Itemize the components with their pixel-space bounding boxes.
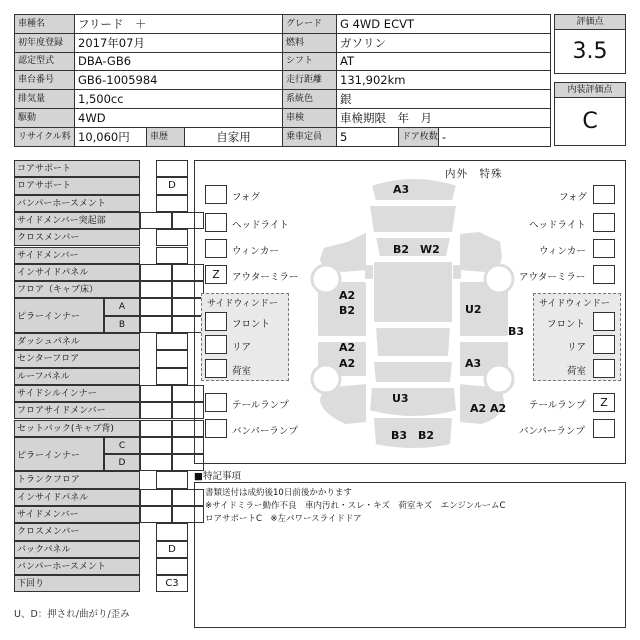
damage-code-left-front-door: B2 [339, 304, 356, 317]
part-value [140, 489, 172, 506]
part-row-side-member-front [14, 212, 188, 229]
part-value [156, 368, 188, 385]
interior-grade-value: C [582, 109, 598, 134]
left-bumper-lamp-label: バンパーランプ [232, 426, 298, 437]
part-row-center-floor [14, 350, 188, 367]
part-row-roof-panel [14, 368, 188, 385]
part-row-side-sill-inner [14, 385, 188, 402]
mileage-label: 走行距離 [283, 71, 337, 90]
right-cargo-check [593, 359, 615, 378]
right-tail-lamp-check: Z [593, 393, 615, 412]
grade-value: G 4WD ECVT [337, 15, 551, 34]
right-window-front-check [593, 312, 615, 331]
remarks-section [194, 468, 626, 628]
damage-code-left-rear-door-a: A2 [339, 341, 356, 354]
drive-value: 4WD [75, 108, 283, 127]
part-value [156, 350, 188, 367]
right-window-rear-label: リア [567, 342, 587, 353]
part-value [140, 385, 172, 402]
part-label: ピラーインナー [14, 298, 104, 333]
part-sub-label: C [104, 437, 140, 454]
part-row-bumper-hose-front [14, 195, 188, 212]
damage-code-back-door: U3 [392, 392, 409, 405]
left-window-rear-check [205, 335, 227, 354]
part-label: サイドメンバー突起部 [14, 212, 140, 229]
first-reg-label: 初年度登録 [15, 33, 75, 52]
right-window-front-label: フロント [547, 319, 586, 330]
first-reg-value: 2017年07月 [75, 33, 283, 52]
left-fog-check [205, 185, 227, 204]
chassis-label: 車台番号 [15, 71, 75, 90]
part-value [140, 281, 172, 298]
part-value [140, 402, 172, 419]
part-label: トランクフロア [14, 471, 140, 488]
part-value [140, 264, 172, 281]
part-label: バンパーホースメント [14, 558, 140, 575]
part-label: フロア（キャブ床） [14, 281, 140, 298]
part-label: サイドメンバー [14, 247, 140, 264]
left-mirror-check: Z [205, 265, 227, 284]
part-value: D [156, 177, 188, 194]
overall-grade-box [554, 14, 626, 74]
part-value: C3 [156, 575, 188, 592]
right-mirror-check [593, 265, 615, 284]
part-group-pillar-inner-front [14, 298, 204, 333]
part-value [140, 454, 172, 471]
left-mirror-label: アウターミラー [232, 272, 299, 283]
type-value: DBA-GB6 [75, 52, 283, 71]
damage-code-right-rear-door: B3 [508, 325, 525, 338]
right-bumper-lamp-check [593, 419, 615, 438]
part-sub-label: D [104, 454, 140, 471]
damage-code-right-rear-lower: A2 A2 [470, 402, 507, 415]
remarks-line-1: 書類送付は成約後10日前後かかります [205, 488, 352, 498]
damage-code-right-quarter: A3 [465, 357, 482, 370]
left-window-rear-label: リア [232, 342, 252, 353]
remarks-title: ■特記事項 [194, 471, 241, 482]
part-row-underside [14, 575, 188, 592]
part-label: バンパーホースメント [14, 195, 140, 212]
part-row-cross-member-rear [14, 523, 188, 540]
part-row-inside-panel-rear [14, 489, 188, 506]
part-sub-label: A [104, 298, 140, 315]
model-label: 車種名 [15, 15, 75, 34]
left-fog-label: フォグ [232, 192, 261, 203]
left-tail-lamp-label: テールランプ [232, 400, 289, 411]
part-row-floor-side-member [14, 402, 188, 419]
overall-grade-value: 3.5 [572, 39, 608, 64]
diagram-title: 内外 特殊 [445, 168, 503, 180]
part-label: ルーフパネル [14, 368, 140, 385]
part-value [140, 298, 172, 315]
right-side-window-title: サイドウィンドー [539, 299, 610, 309]
left-window-front-label: フロント [232, 319, 271, 330]
left-cargo-label: 荷室 [232, 366, 252, 377]
inspection-label: 車検 [283, 108, 337, 127]
part-value [156, 160, 188, 177]
right-bumper-lamp-label: バンパーランプ [519, 426, 585, 437]
capacity-value: 5 [337, 127, 399, 146]
fuel-label: 燃料 [283, 33, 337, 52]
part-value: D [156, 541, 188, 558]
part-label: 下回り [14, 575, 140, 592]
part-label: センターフロア [14, 350, 140, 367]
right-winker-check [593, 239, 615, 258]
part-row-dash-panel [14, 333, 188, 350]
remarks-line-3: ロアサポートC ※左パワースライドドア [205, 514, 362, 524]
displacement-value: 1,500cc [75, 90, 283, 109]
part-row-side-member [14, 247, 188, 264]
overall-grade-label: 評価点 [555, 15, 625, 30]
left-winker-check [205, 239, 227, 258]
recycle-value: 10,060円 [75, 127, 147, 146]
right-tail-lamp-label: テールランプ [529, 400, 586, 411]
part-value [156, 229, 188, 246]
capacity-label: 乗車定員 [283, 127, 337, 146]
model-value: フリード ＋ [75, 15, 283, 34]
drive-label: 駆動 [15, 108, 75, 127]
damage-code-roof-front: B2 W2 [393, 243, 440, 256]
fuel-value: ガソリン [337, 33, 551, 52]
left-side-window-title: サイドウィンドー [207, 299, 278, 309]
right-cargo-label: 荷室 [567, 366, 587, 377]
history-value: 自家用 [185, 127, 283, 146]
part-label: クロスメンバー [14, 229, 140, 246]
doors-value: - [439, 127, 551, 146]
left-bumper-lamp-check [205, 419, 227, 438]
part-label: ダッシュパネル [14, 333, 140, 350]
doors-label: ドア枚数 [399, 127, 439, 146]
part-row-bumper-hose-rear [14, 558, 188, 575]
interior-grade-box [554, 82, 626, 146]
color-value: 銀 [337, 90, 551, 109]
part-row-core-support [14, 160, 188, 177]
part-value [140, 420, 172, 437]
recycle-label: リサイクル料 [15, 127, 75, 146]
part-row-back-panel [14, 541, 188, 558]
damage-code-rear-bumper: B3 B2 [391, 429, 435, 442]
right-window-rear-check [593, 335, 615, 354]
damage-legend: U、D：押され/曲がり/歪み [14, 609, 130, 620]
right-headlight-check [593, 213, 615, 232]
shift-value: AT [337, 52, 551, 71]
damage-code-left-fender: A2 [339, 289, 356, 302]
part-label: セットバック(キャブ背) [14, 420, 140, 437]
part-row-setback [14, 420, 188, 437]
part-value [156, 471, 188, 488]
color-label: 系統色 [283, 90, 337, 109]
part-label: コアサポート [14, 160, 140, 177]
part-label: バックパネル [14, 541, 140, 558]
car-damage-diagram [194, 160, 626, 464]
part-label: サイドシルインナー [14, 385, 140, 402]
damage-code-hood: A3 [393, 183, 410, 196]
left-tail-lamp-check [205, 393, 227, 412]
type-label: 認定型式 [15, 52, 75, 71]
part-row-floor-cab [14, 281, 188, 298]
right-headlight-label: ヘッドライト [529, 220, 586, 231]
part-value [140, 437, 172, 454]
shift-label: シフト [283, 52, 337, 71]
part-row-cross-member-front [14, 229, 188, 246]
left-winker-label: ウィンカー [232, 246, 279, 257]
vehicle-info-table [14, 14, 551, 147]
part-value [156, 247, 188, 264]
part-label: インサイドパネル [14, 489, 140, 506]
history-label: 車歴 [147, 127, 185, 146]
left-cargo-check [205, 359, 227, 378]
right-winker-label: ウィンカー [539, 246, 586, 257]
left-headlight-check [205, 213, 227, 232]
part-label: インサイドパネル [14, 264, 140, 281]
part-label: ピラーインナー [14, 437, 104, 472]
part-value [156, 333, 188, 350]
remarks-box [194, 482, 626, 628]
part-value [140, 316, 172, 333]
part-label: フロアサイドメンバー [14, 402, 140, 419]
interior-grade-label: 内装評価点 [555, 83, 625, 98]
right-fog-label: フォグ [559, 192, 588, 203]
grade-label: グレード [283, 15, 337, 34]
part-sub-label: B [104, 316, 140, 333]
chassis-value: GB6-1005984 [75, 71, 283, 90]
right-fog-check [593, 185, 615, 204]
part-row-trunk-floor [14, 471, 188, 488]
inspection-value: 車検期限 年 月 [337, 108, 551, 127]
part-label: サイドメンバー [14, 506, 140, 523]
part-row-lower-support [14, 177, 188, 194]
right-mirror-label: アウターミラー [519, 272, 586, 283]
damage-code-left-rear-door-b: A2 [339, 357, 356, 370]
remarks-line-2: ※サイドミラー動作不良 車内汚れ・スレ・キズ 荷室キズ エンジンルームC [205, 501, 506, 511]
part-label: クロスメンバー [14, 523, 140, 540]
part-group-pillar-inner-rear [14, 437, 204, 472]
part-value [156, 558, 188, 575]
left-window-front-check [205, 312, 227, 331]
part-row-side-member-rear [14, 506, 188, 523]
mileage-value: 131,902km [337, 71, 551, 90]
left-headlight-label: ヘッドライト [232, 220, 289, 231]
damage-code-right-front-door: U2 [465, 303, 482, 316]
part-value [156, 195, 188, 212]
part-value [156, 523, 188, 540]
part-value [140, 506, 172, 523]
displacement-label: 排気量 [15, 90, 75, 109]
part-value [140, 212, 172, 229]
part-row-inside-panel-front [14, 264, 188, 281]
part-label: ロアサポート [14, 177, 140, 194]
